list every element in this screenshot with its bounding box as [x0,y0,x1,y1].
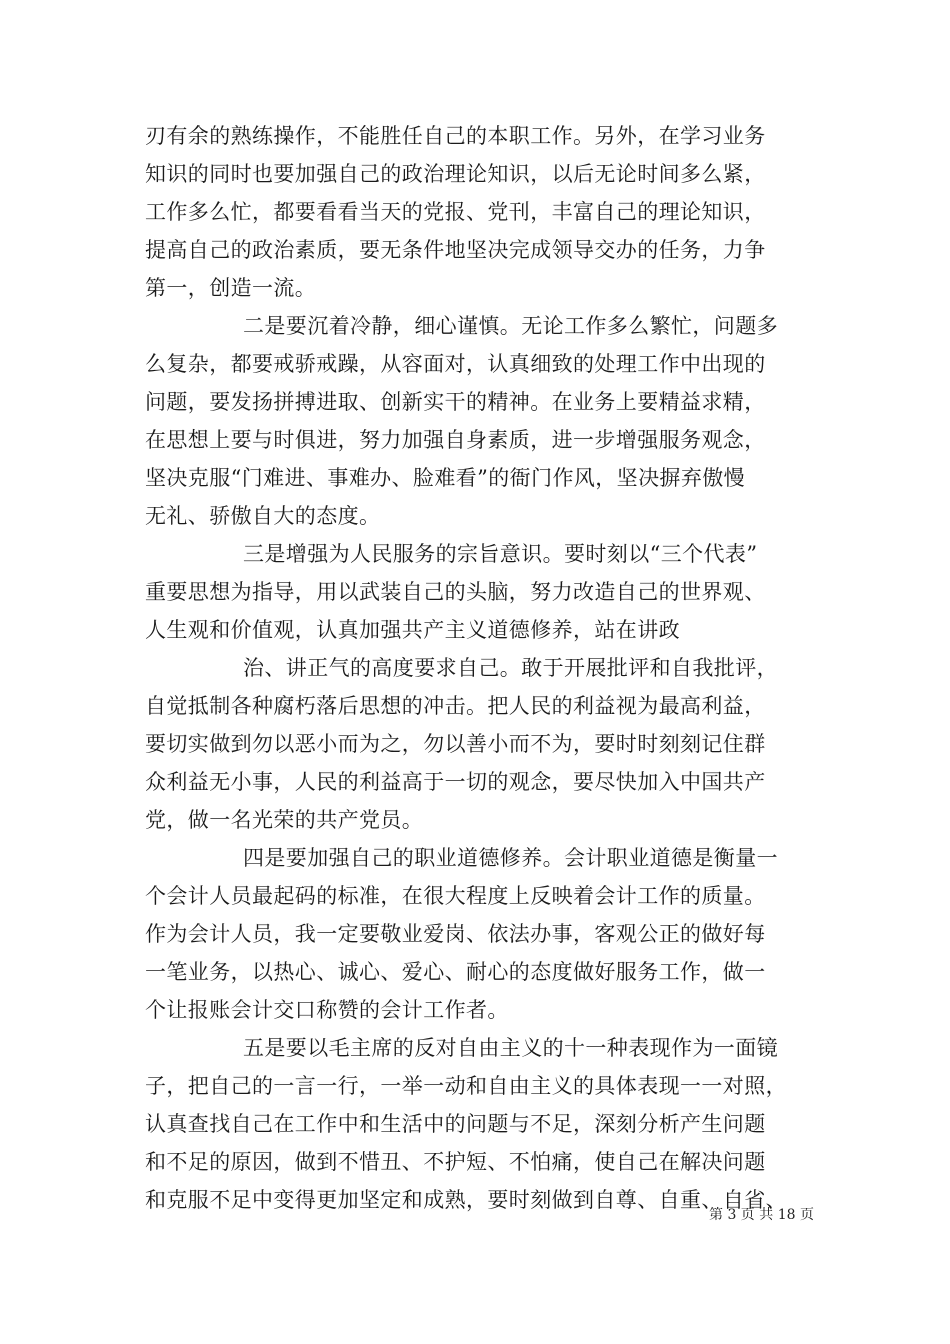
text-line: 工作多么忙，都要看看当天的党报、党刊，丰富自己的理论知识， [145,200,766,224]
paragraph-start-line: 二是要沉着冷静，细心谨慎。无论工作多么繁忙，问题多 [243,314,778,338]
text-line: 要切实做到勿以恶小而为之，勿以善小而不为，要时时刻刻记住群 [145,732,766,756]
text-line: 众利益无小事，人民的利益高于一切的观念，要尽快加入中国共产 [145,770,766,794]
page-number-footer: 第 3 页 共 18 页 [709,1207,814,1223]
text-line: 问题，要发扬拼搏进取、创新实干的精神。在业务上要精益求精， [145,390,766,414]
text-line: 么复杂，都要戒骄戒躁，从容面对，认真细致的处理工作中出现的 [145,352,766,376]
text-line: 在思想上要与时俱进，努力加强自身素质，进一步增强服务观念， [145,428,766,452]
text-line: 坚决克服“门难进、事难办、脸难看”的衙门作风，坚决摒弃傲慢 [145,466,746,490]
paragraph-start-line: 三是增强为人民服务的宗旨意识。要时刻以“三个代表” [243,542,758,566]
paragraph-start-line: 四是要加强自己的职业道德修养。会计职业道德是衡量一 [243,846,778,870]
text-line: 无礼、骄傲自大的态度。 [145,504,381,528]
text-line: 人生观和价值观，认真加强共产主义道德修养，站在讲政 [145,618,680,642]
text-line: 提高自己的政治素质，要无条件地坚决完成领导交办的任务，力争 [145,238,766,262]
text-line: 作为会计人员，我一定要敬业爱岗、依法办事，客观公正的做好每 [145,922,766,946]
text-line: 和不足的原因，做到不惜丑、不护短、不怕痛，使自己在解决问题 [145,1150,766,1174]
text-line: 个会计人员最起码的标准，在很大程度上反映着会计工作的质量。 [145,884,766,908]
text-line: 重要思想为指导，用以武装自己的头脑，努力改造自己的世界观、 [145,580,766,604]
text-line: 第一，创造一流。 [145,276,317,300]
text-line: 一笔业务，以热心、诚心、爱心、耐心的态度做好服务工作，做一 [145,960,766,984]
text-line: 个让报账会计交口称赞的会计工作者。 [145,998,509,1022]
text-line: 子，把自己的一言一行，一举一动和自由主义的具体表现一一对照， [145,1074,787,1098]
text-line: 党，做一名光荣的共产党员。 [145,808,424,832]
text-line: 认真查找自己在工作中和生活中的问题与不足，深刻分析产生问题 [145,1112,766,1136]
text-line: 刃有余的熟练操作，不能胜任自己的本职工作。另外，在学习业务 [145,124,766,148]
text-line: 知识的同时也要加强自己的政治理论知识，以后无论时间多么紧， [145,162,766,186]
paragraph-start-line: 治、讲正气的高度要求自己。敢于开展批评和自我批评， [243,656,778,680]
text-line: 和克服不足中变得更加坚定和成熟，要时刻做到自尊、自重、自省、 [145,1188,787,1212]
text-line: 自觉抵制各种腐朽落后思想的冲击。把人民的利益视为最高利益， [145,694,766,718]
paragraph-start-line: 五是要以毛主席的反对自由主义的十一种表现作为一面镜 [243,1036,778,1060]
